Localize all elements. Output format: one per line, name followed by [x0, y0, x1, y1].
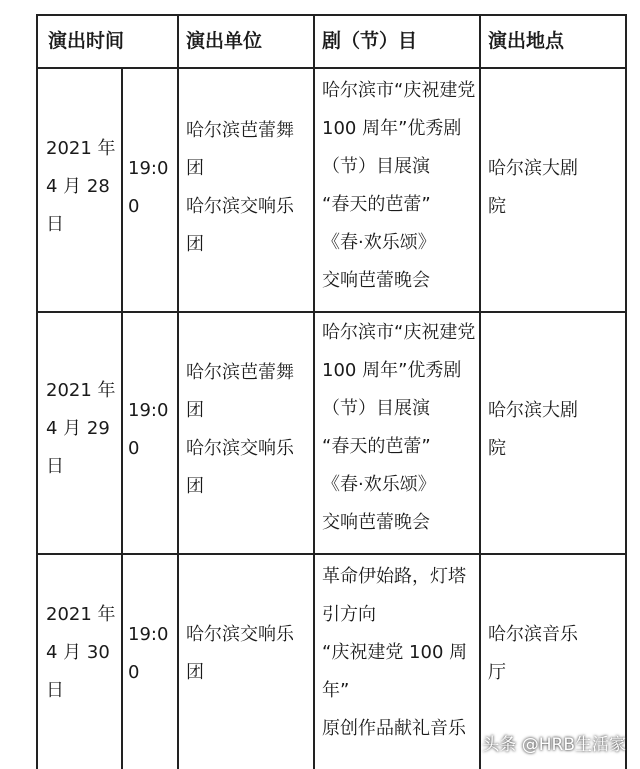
row1-time: 19:0 0 [128, 158, 169, 217]
row3-program: 革命伊始路，灯塔 引方向 “庆祝建党 100 周 年” 原创作品献礼音乐 [322, 566, 468, 739]
row2-venue: 哈尔滨大剧 院 [488, 400, 578, 459]
row2-time: 19:0 0 [128, 400, 169, 459]
header-venue: 演出地点 [488, 30, 565, 52]
row1-venue: 哈尔滨大剧 院 [488, 158, 578, 217]
row3-venue: 哈尔滨音乐 厅 [488, 624, 578, 683]
row3-time: 19:0 0 [128, 624, 169, 683]
row2-program: 哈尔滨市“庆祝建党 100 周年”优秀剧 （节）目展演 “春天的芭蕾” 《春·欢乐颂》 交响芭蕾晚会 [322, 322, 476, 533]
row2-unit: 哈尔滨芭蕾舞 团 哈尔滨交响乐 团 [186, 362, 294, 497]
row3-date: 2021 年 4 月 30 日 [46, 604, 116, 701]
header-time: 演出时间 [48, 30, 125, 52]
row1-unit: 哈尔滨芭蕾舞 团 哈尔滨交响乐 团 [186, 120, 294, 255]
header-program: 剧（节）目 [322, 30, 418, 52]
row1-date: 2021 年 4 月 28 日 [46, 138, 116, 235]
row2-date: 2021 年 4 月 29 日 [46, 380, 116, 477]
watermark: 头条 @HRB生活家 [482, 735, 626, 755]
header-unit: 演出单位 [186, 30, 263, 52]
row1-program: 哈尔滨市“庆祝建党 100 周年”优秀剧 （节）目展演 “春天的芭蕾” 《春·欢乐颂》 交响芭蕾晚会 [322, 80, 476, 291]
row3-unit: 哈尔滨交响乐 团 [186, 624, 294, 683]
